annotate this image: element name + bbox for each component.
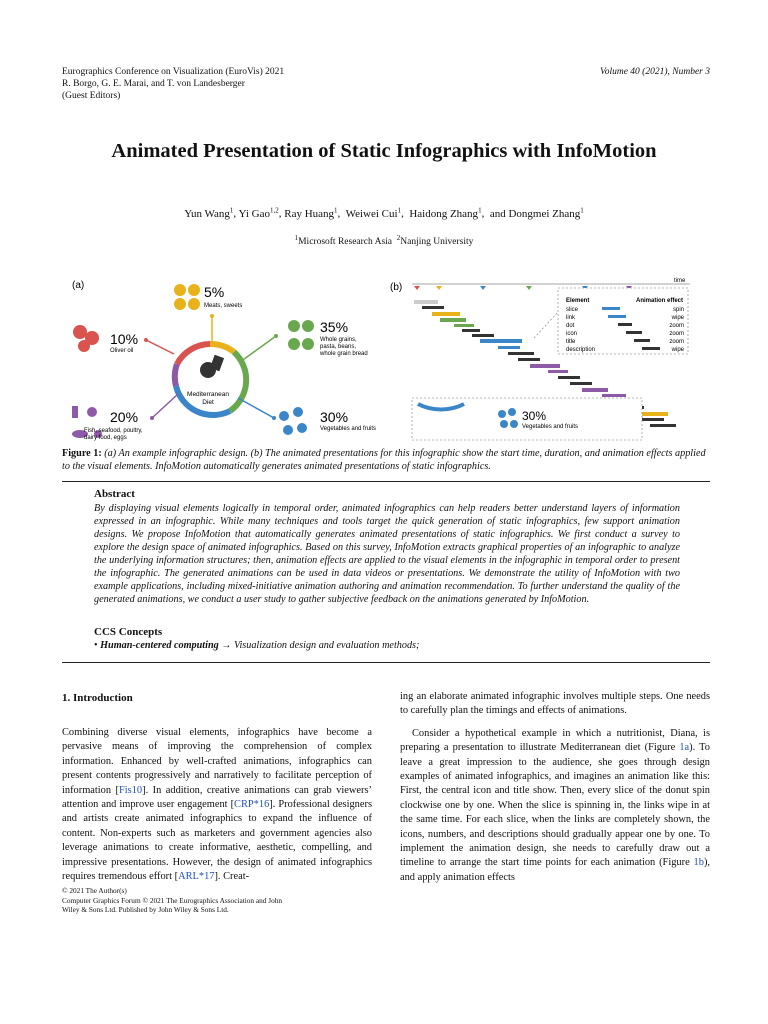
- donut-slice-green: [230, 352, 246, 411]
- author: Weiwei Cui$^1$: [345, 206, 402, 220]
- stat-20: 20%: [110, 409, 139, 425]
- ccs-concepts: • Human-centered computing → Visualization design and evaluation methods;: [94, 640, 420, 651]
- food-icons-grains: [288, 320, 314, 350]
- paragraph: Combining diverse visual elements, infographics have become a pervasive means of improving the comprehension of complex information. Enhanced by well-crafted animations, infographics can present contents progressively and narratively to facilitate perception of information [Fis10]. In addition, creative animations can grab viewers’ attention and improve user engagement [CRP*16]. Professional designers and artists create animated infographics to expand the influence of content. Non-experts such as marketers and government agencies also leverage animations to create informative, aesthetic, compelling, and impressive presentations. However, the design of animated infographics requires tremendous effort [ARL*17]. Creat-: [62, 727, 372, 883]
- affiliations: $^1$Microsoft Research Asia $^2$Nanjing University: [294, 234, 474, 248]
- author: and Dongmei Zhang$^1$: [489, 206, 584, 220]
- food-icons-oil: [73, 325, 99, 352]
- center-label: Mediterranean: [187, 391, 229, 398]
- panel-a-label: (a): [72, 280, 85, 291]
- right-column: [400, 690, 710, 893]
- donut-slice-purple: [175, 364, 177, 386]
- divider: [62, 481, 710, 482]
- stat-5: 5%: [204, 284, 225, 300]
- paragraph: ing an elaborate animated infographic involves multiple steps. One needs to carefully plan the timings and effects of animations.: [400, 691, 710, 717]
- figure-caption: [62, 447, 710, 473]
- svg-text:zoom: zoom: [669, 323, 684, 329]
- left-column: [62, 726, 372, 892]
- running-header: [62, 66, 284, 102]
- legend-element-header: Element: [566, 298, 590, 304]
- svg-text:zoom: zoom: [669, 331, 684, 337]
- ccs-heading: CCS Concepts: [94, 626, 163, 638]
- stat-20-desc: dairy food, eggs: [84, 435, 127, 441]
- stat-35-desc: pasta, beans,: [320, 344, 357, 350]
- link-line: [146, 340, 174, 354]
- link-line: [240, 336, 276, 362]
- figure-1-graphic: [62, 272, 710, 442]
- svg-text:icon: icon: [566, 331, 578, 337]
- time-label: time: [674, 278, 686, 284]
- paragraph: Consider a hypothetical example in which a nutritionist, Diana, is preparing a presentation to illustrate Mediterranean diet (Figure 1a). To leave a great impression to the audience, she goes through design examples of animated infographics, and imagines an animation like this: First, the central icon and title show. Then, every slice of the donut spin clockwise one by one. When the slice is spinning in, the links wipe in at the same time. For each slice, when the links are completely shown, the icons, numbers, and descriptions should gradually appear one by one. To implement the animation design, she needs to carefully draw out a timeline to arrange the start time points for each animation (Figure 1b), and apply animation effects: [400, 727, 710, 883]
- svg-text:wipe: wipe: [671, 315, 684, 321]
- stat-30-desc: Vegetables and fruits: [320, 426, 377, 432]
- paper-title: Animated Presentation of Static Infographics with InfoMotion: [111, 140, 657, 162]
- author: Yi Gao$^{1,2}$: [238, 206, 279, 220]
- author-list: Yun Wang$^1$, Yi Gao$^{1,2}$, Ray Huang$^1$, Weiwei Cui$^1$, Haidong Zhang$^1$, and Dongmei Zhang$^1$: [184, 206, 584, 220]
- citation-link[interactable]: CRP*16: [234, 799, 270, 811]
- link-dot: [274, 334, 278, 338]
- copyright-footer: © 2021 The Author(s) Computer Graphics Forum © 2021 The Eurographics Association and John Wiley & Sons Ltd. Published by John Wiley & Sons Ltd.: [62, 886, 283, 914]
- svg-text:title: title: [566, 339, 576, 345]
- caption-text: (a) An example infographic design. (b) The animated presentations for this infographic show the start time, duration, and animation effects applied to the visual elements. InfoMotion automatically generates animated presentations of static infographics.: [62, 448, 706, 472]
- stat-5-desc: Meats, sweets: [204, 303, 243, 309]
- editors: R. Borgo, G. E. Marai, and T. von Landesberger: [62, 79, 245, 89]
- figure-ref-link[interactable]: 1a: [679, 742, 690, 754]
- inset-stat: 30%: [522, 409, 547, 423]
- donut-slice-yellow: [210, 344, 234, 352]
- conference-name: Eurographics Conference on Visualization (EuroVis) 2021: [62, 67, 285, 77]
- inset-desc: Vegetables and fruits: [522, 424, 579, 430]
- food-icons-meats: [174, 284, 200, 310]
- legend-connector: [534, 312, 558, 338]
- svg-text:description: description: [566, 347, 596, 353]
- donut-slice-red: [177, 344, 210, 364]
- author: Ray Huang$^1$: [284, 206, 338, 220]
- link-line: [238, 398, 274, 418]
- caption-label: Figure 1:: [62, 448, 102, 459]
- svg-text:spin: spin: [672, 307, 684, 313]
- svg-text:zoom: zoom: [669, 339, 684, 345]
- stat-10-desc: Oliver oil: [110, 348, 134, 354]
- center-label: Diet: [202, 399, 214, 406]
- abstract-heading: Abstract: [94, 488, 135, 500]
- stat-35-desc: whole grain bread: [320, 351, 368, 357]
- stat-35: 35%: [320, 319, 349, 335]
- link-dot: [144, 338, 148, 342]
- svg-text:link: link: [566, 315, 576, 321]
- divider: [62, 662, 710, 663]
- link-line: [152, 394, 178, 418]
- stat-20-desc: Fish, seafood, poultry,: [84, 428, 143, 434]
- legend-effect-header: Animation effect: [636, 298, 684, 304]
- svg-text:dot: dot: [566, 323, 575, 329]
- stat-10: 10%: [110, 331, 139, 347]
- stat-35-desc: Whole grains,: [320, 337, 357, 343]
- abstract-text: By displaying visual elements logically in temporal order, animated infographics can help readers better understand layers of information expressed in an infographic. While many techniques and tools target the quick generation of static infographics, few support animation designs. We propose InfoMotion that automatically generates animated presentations of static infographics. We first conduct a survey to explore the design space of animated infographics. Based on this survey, InfoMotion extracts graphical properties of an infographic to analyze the underlying information structures; then, animation effects are applied to the visual elements in the infographic in temporal order to present the infographic. The generated animations can be used in data videos or presentations. We demonstrate the utility of InfoMotion with two example applications, including mixed-initiative animation authoring and animation recommendation. To further understand the quality of the generated animations, we conduct a user study to gather subjective feedback on the animations generated by InfoMotion.: [94, 503, 680, 605]
- citation-link[interactable]: ARL*17: [178, 871, 215, 883]
- author: Yun Wang$^1$: [184, 206, 234, 220]
- center-icon: [200, 355, 224, 378]
- author: Haidong Zhang$^1$: [409, 206, 482, 220]
- citation-link[interactable]: Fis10: [119, 784, 143, 796]
- panel-b-label: (b): [390, 282, 403, 293]
- link-dot: [272, 416, 276, 420]
- food-icons-vegetables: [279, 407, 307, 435]
- figure-ref-link[interactable]: 1b: [693, 857, 704, 869]
- link-dot: [150, 416, 154, 420]
- svg-text:wipe: wipe: [671, 347, 684, 353]
- figure-1: [62, 272, 710, 442]
- svg-text:slice: slice: [566, 307, 579, 313]
- volume-info: Volume 40 (2021), Number 3: [599, 67, 710, 77]
- guest-editors: (Guest Editors): [62, 91, 121, 101]
- link-dot: [210, 314, 214, 318]
- section-heading: 1. Introduction: [62, 692, 133, 704]
- stat-30: 30%: [320, 409, 349, 425]
